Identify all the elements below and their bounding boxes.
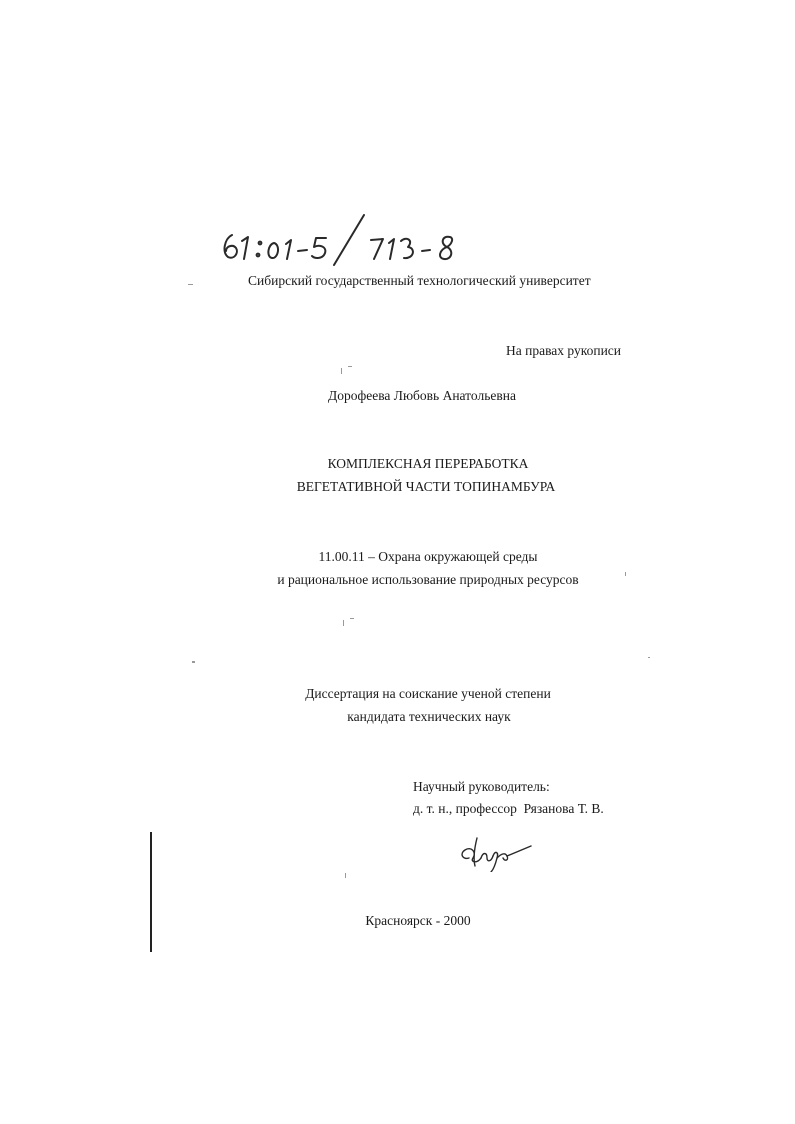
specialty-line-1: 11.00.11 – Охрана окружающей среды [318, 549, 538, 564]
scan-speck [625, 572, 626, 576]
scan-speck [343, 620, 344, 626]
scan-speck [345, 873, 346, 878]
rights-note: На правах рукописи [506, 343, 622, 358]
degree-line-2: кандидата технических наук [347, 709, 511, 724]
thesis-title-line-2: ВЕГЕТАТИВНОЙ ЧАСТИ ТОПИНАМБУРА [296, 479, 556, 494]
university-name: Сибирский государственный технологический университет [248, 273, 591, 288]
thesis-title-line-1: КОМПЛЕКСНАЯ ПЕРЕРАБОТКА [327, 456, 529, 471]
scan-speck [188, 284, 193, 285]
scan-speck [648, 657, 650, 658]
degree-line-1: Диссертация на соискание ученой степени [305, 686, 551, 701]
scan-speck [341, 368, 342, 374]
scan-binding-edge [150, 832, 152, 952]
author-name: Дорофеева Любовь Анатольевна [328, 388, 516, 403]
supervisor-label: Научный руководитель: [413, 779, 550, 794]
scan-speck [350, 618, 354, 619]
handwritten-archive-code [214, 213, 474, 269]
supervisor-name: д. т. н., профессор Рязанова Т. В. [413, 801, 604, 816]
specialty-line-2: и рациональное использование природных ресурсов [277, 572, 579, 587]
supervisor-signature [455, 828, 535, 872]
scan-speck [192, 661, 195, 663]
scan-speck [348, 366, 352, 367]
place-and-year: Красноярск - 2000 [365, 913, 471, 928]
